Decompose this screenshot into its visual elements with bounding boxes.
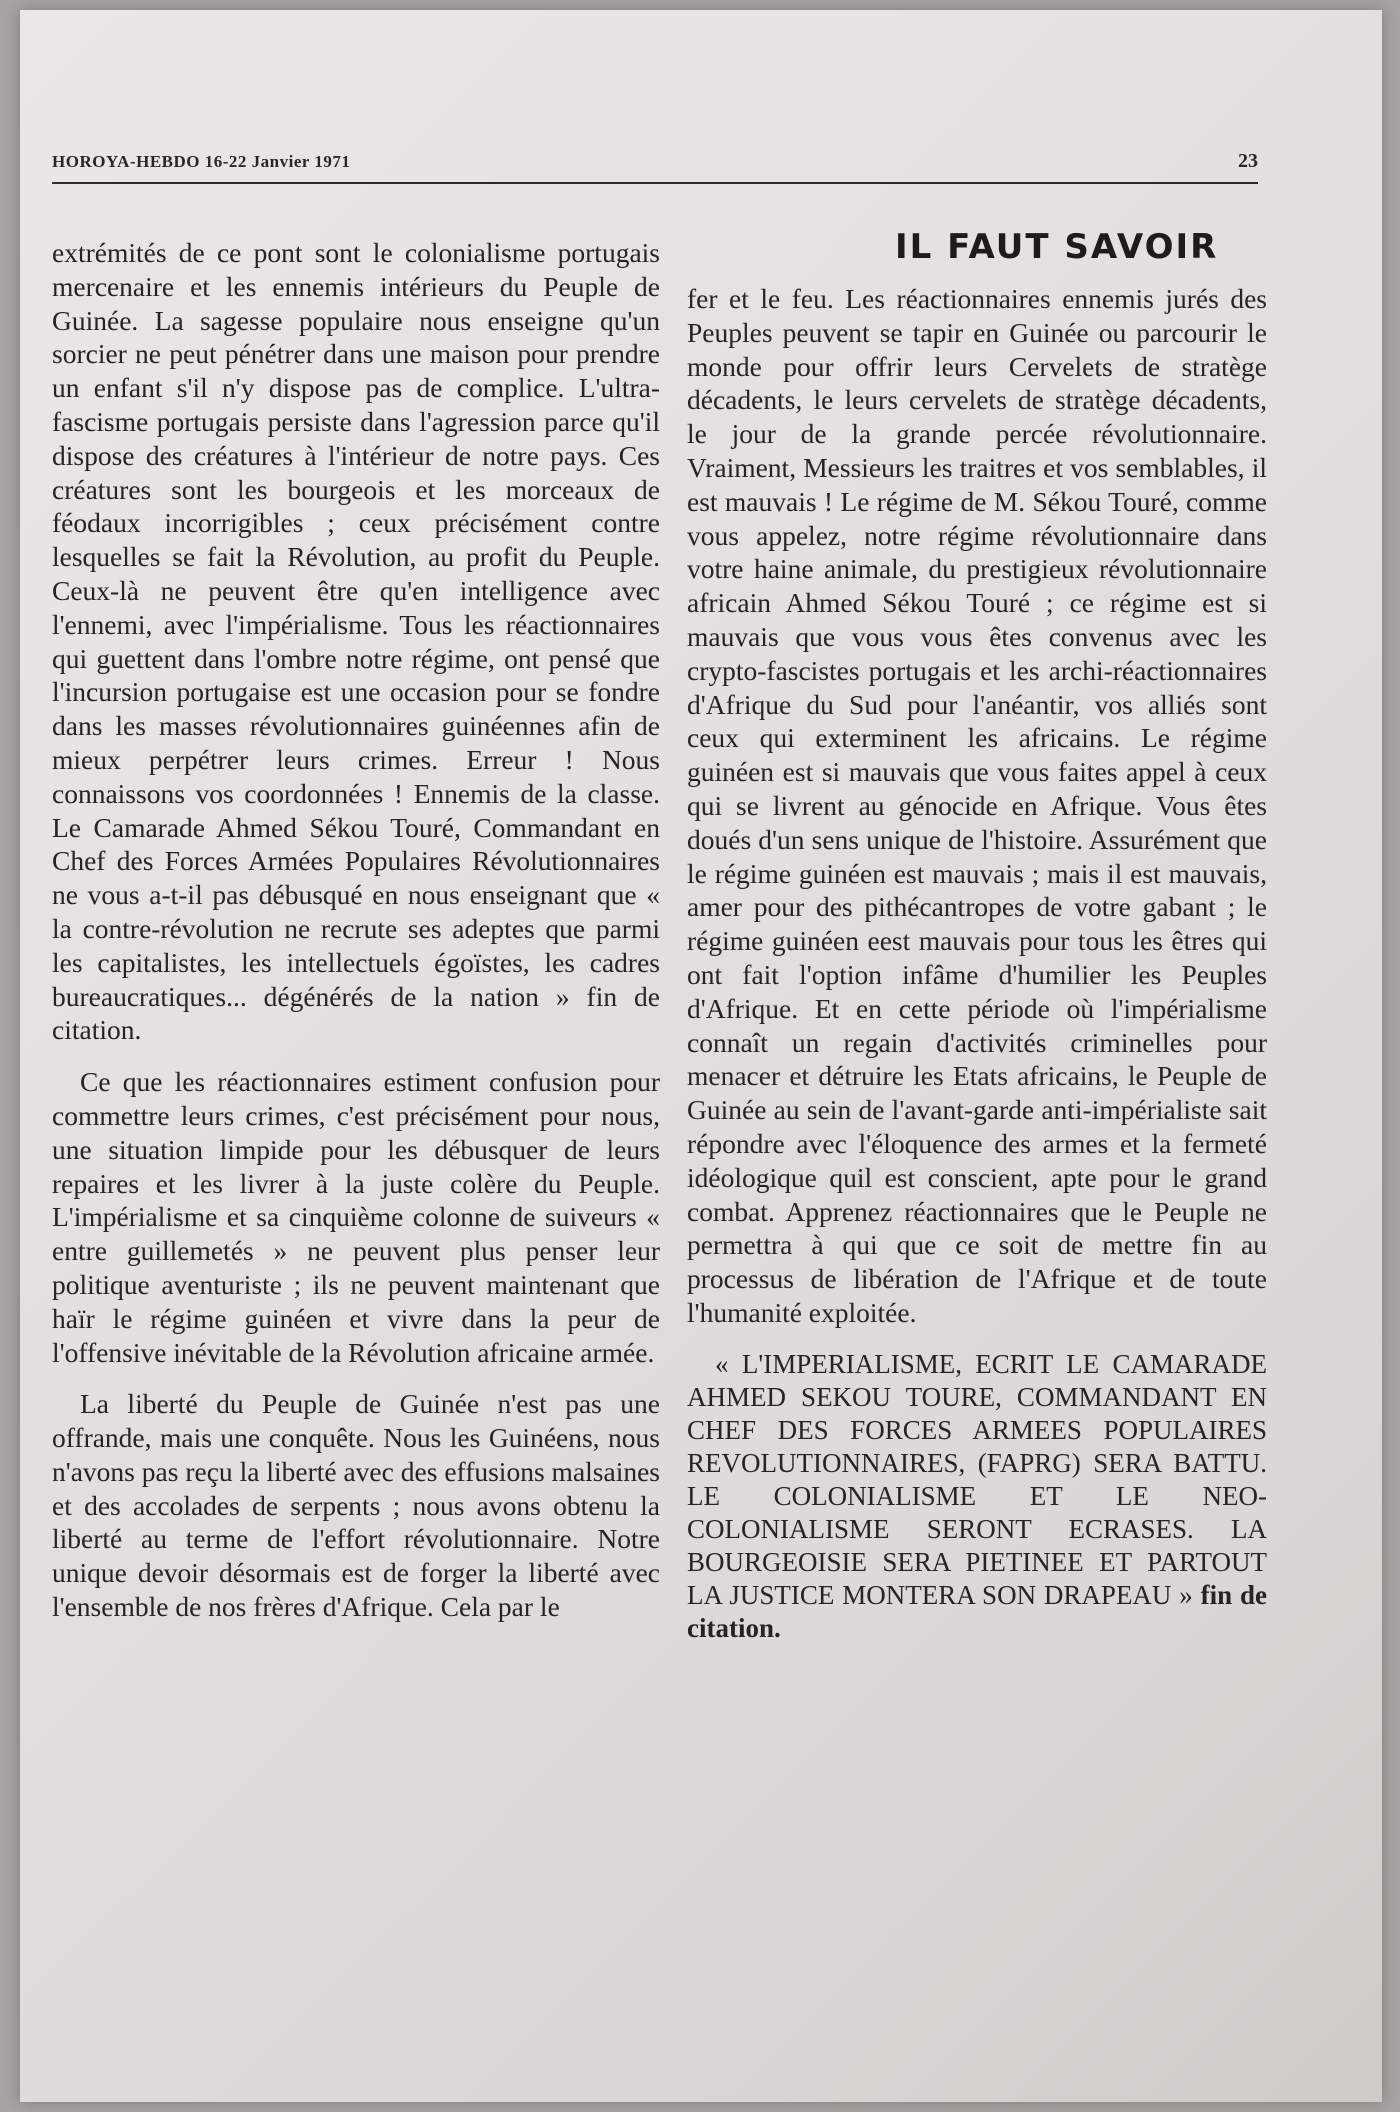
right-paragraph-1: fer et le feu. Les réactionnaires ennemis jurés des Peuples peuvent se tapir en Guinée ou parcourir le monde pour offrir leurs Cervelets de stratège décadents, le leurs cervelets de stratège décadents, le jour de la grande percée révolutionnaire. Vraiment, Messieurs les traitres et vos semblables, il est mauvais ! Le régime de M. Sékou Touré, comme vous appelez, notre régime révolutionnaire dans votre haine animale, du prestigieux révolutionnaire africain Ahmed Sékou Touré ; ce régime est si mauvais que vous vous êtes convenus avec les crypto-fascistes portugais et les archi-réactionnaires d'Afrique du Sud pour l'anéantir, vos alliés sont ceux qui exterminent les africains. Le régime guinéen est si mauvais que vous faites appel à ceux qui se livrent au génocide en Afrique. Vous êtes doués d'un sens unique de l'histoire. Assurément que le régime guinéen est mauvais ; mais il est mauvais, amer pour des pithécantropes de votre gabant ; le régime guinéen eest mauvais pour tous les êtres qui ont fait l'option infâme d'humilier les Peuples d'Afrique. Et en cette période où l'impérialisme connaît un regain d'activités criminelles pour menacer et détruire les Etats africains, le Peuple de Guinée au sein de l'avant-garde anti-impérialiste sait répondre avec l'éloquence des armes et la fermeté idéologique quil est conscient, apte pour le grand combat. Apprenez réactionnaires que le Peuple ne permettra à qui que ce soit de mettre fin au processus de libération de l'Afrique et de toute l'humanité exploitée.	[687, 283, 1267, 1328]
header-rule	[52, 182, 1258, 184]
quote-text: « L'IMPERIALISME, ECRIT LE CAMARADE AHMED SEKOU TOURE, COMMANDANT EN CHEF DES FORCES ARMEES POPULAIRES REVOLUTIONNAIRES, (FAPRG) SERA BATTU. LE COLONIALISME ET LE NEO-COLONIALISME SERONT ECRASES. LA BOURGEOISIE SERA PIETINEE ET PARTOUT LA JUSTICE MONTERA SON DRAPEAU »	[687, 1348, 1267, 1610]
left-column	[52, 236, 660, 1642]
left-paragraph-1: extrémités de ce pont sont le colonialisme portugais mercenaire et les ennemis intérieurs du Peuple de Guinée. La sagesse populaire nous enseigne qu'un sorcier ne peut pénétrer dans une maison pour prendre un enfant s'il n'y dispose pas de complice. L'ultra-fascisme portugais persiste dans l'agression parce qu'il dispose des créatures à l'intérieur de notre pays. Ces créatures sont les bourgeois et les morceaux de féodaux incorrigibles ; ceux précisément contre lesquelles se fait la Révolution, au profit du Peuple. Ceux-là ne peuvent être qu'en intelligence avec l'ennemi, avec l'impérialisme. Tous les réactionnaires qui guettent dans l'ombre notre régime, ont pensé que l'incursion portugaise est une occasion pour se fondre dans les masses révolutionnaires guinéennes afin de mieux perpétrer leurs crimes. Erreur ! Nous connaissons vos coordonnées ! Ennemis de la classe. Le Camarade Ahmed Sékou Touré, Commandant en Chef des Forces Armées Populaires Révolutionnaires ne vous a-t-il pas débusqué en nous enseignant que « la contre-révolution ne recrute ses adeptes que parmi les capitalistes, les intellectuels égoïstes, les cadres bureaucratiques... dégénérés de la nation » fin de citation.	[52, 237, 660, 1046]
left-paragraph-3: La liberté du Peuple de Guinée n'est pas une offrande, mais une conquête. Nous les Guinéens, nous n'avons pas reçu la liberté avec des effusions malsaines et des accolades de serpents ; nous avons obtenu la liberté au terme de l'effort révolutionnaire. Notre unique devoir désormais est de forger la liberté avec l'ensemble de nos frères d'Afrique. Cela par le	[52, 1388, 660, 1623]
left-paragraph-2: Ce que les réactionnaires estiment confusion pour commettre leurs crimes, c'est précisément pour nous, une situation limpide pour les débusquer de leurs repaires et les livrer à la juste colère du Peuple. L'impérialisme et sa cinquième colonne de suiveurs « entre guillemetés » ne peuvent plus penser leur politique aventuriste ; ils ne peuvent maintenant que haïr le régime guinéen et vivre dans la peur de l'offensive inévitable de la Révolution africaine armée.	[52, 1066, 660, 1368]
quote-end: fin de citation.	[687, 1579, 1268, 1643]
right-column	[687, 282, 1267, 1663]
closing-quote	[687, 1348, 1267, 1645]
page-number: 23	[1238, 150, 1258, 172]
journal-title: HOROYA-HEBDO 16-22 Janvier 1971	[52, 152, 351, 171]
column-title: IL FAUT SAVOIR	[895, 227, 1219, 267]
running-header	[52, 148, 1258, 182]
newspaper-page	[20, 10, 1382, 2102]
